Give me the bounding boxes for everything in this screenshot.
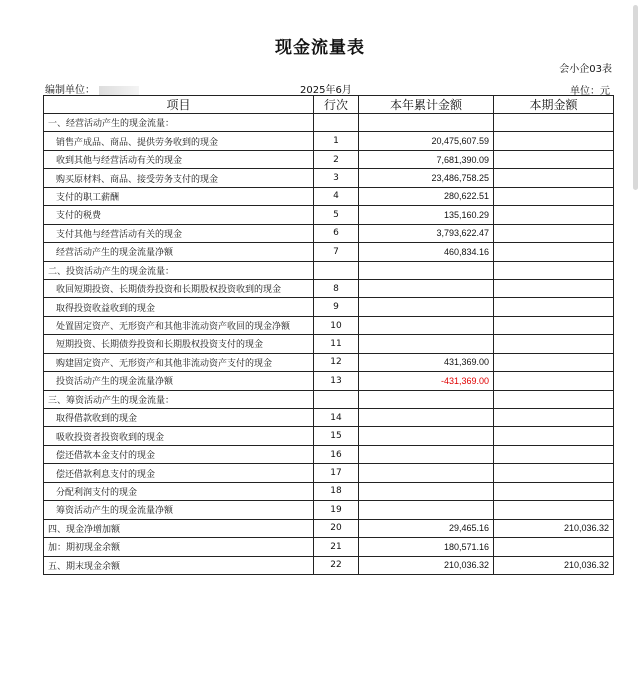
- row-line-number: 10: [314, 316, 359, 334]
- row-item: 购买原材料、商品、接受劳务支付的现金: [44, 169, 314, 187]
- row-period-amount: [494, 390, 614, 408]
- row-ytd-amount: [359, 390, 494, 408]
- table-row: [44, 464, 614, 482]
- table-row: [44, 445, 614, 463]
- row-item: 经营活动产生的现金流量净额: [44, 243, 314, 261]
- cash-flow-table: [43, 95, 614, 575]
- row-line-number: 19: [314, 501, 359, 519]
- row-item: 处置固定资产、无形资产和其他非流动资产收回的现金净额: [44, 316, 314, 334]
- row-line-number: [314, 261, 359, 279]
- row-line-number: 16: [314, 445, 359, 463]
- row-ytd-amount: [359, 298, 494, 316]
- row-item: 偿还借款利息支付的现金: [44, 464, 314, 482]
- row-line-number: 20: [314, 519, 359, 537]
- row-ytd-amount: 180,571.16: [359, 538, 494, 556]
- row-line-number: 12: [314, 353, 359, 371]
- row-item: 四、现金净增加额: [44, 519, 314, 537]
- row-ytd-amount: 460,834.16: [359, 243, 494, 261]
- row-period-amount: [494, 224, 614, 242]
- row-item: 购建固定资产、无形资产和其他非流动资产支付的现金: [44, 353, 314, 371]
- row-item: 支付其他与经营活动有关的现金: [44, 224, 314, 242]
- row-item: 取得借款收到的现金: [44, 409, 314, 427]
- row-line-number: 4: [314, 187, 359, 205]
- table-row: [44, 279, 614, 297]
- header-line: 行次: [314, 96, 359, 114]
- scrollbar[interactable]: [633, 5, 638, 190]
- table-row: [44, 169, 614, 187]
- row-line-number: 5: [314, 206, 359, 224]
- row-ytd-amount: [359, 279, 494, 297]
- row-period-amount: [494, 187, 614, 205]
- row-line-number: 14: [314, 409, 359, 427]
- page-title: 现金流量表: [275, 38, 365, 58]
- header-ytd: 本年累计金额: [359, 96, 494, 114]
- row-period-amount: [494, 206, 614, 224]
- row-ytd-amount: [359, 464, 494, 482]
- row-item: 二、投资活动产生的现金流量：: [44, 261, 314, 279]
- redacted-company-name: [99, 86, 139, 95]
- row-ytd-amount: [359, 114, 494, 132]
- row-period-amount: [494, 427, 614, 445]
- header-item: 项目: [44, 96, 314, 114]
- table-row: [44, 261, 614, 279]
- row-item: 支付的税费: [44, 206, 314, 224]
- row-ytd-amount: 280,622.51: [359, 187, 494, 205]
- row-item: 取得投资收益收到的现金: [44, 298, 314, 316]
- row-period-amount: [494, 150, 614, 168]
- row-ytd-amount: 3,793,622.47: [359, 224, 494, 242]
- prepared-by: [45, 81, 139, 96]
- table-row: [44, 243, 614, 261]
- table-row: [44, 114, 614, 132]
- table-row: [44, 519, 614, 537]
- table-row: [44, 409, 614, 427]
- table-row: [44, 298, 614, 316]
- row-item: 支付的职工薪酬: [44, 187, 314, 205]
- row-ytd-amount: 210,036.32: [359, 556, 494, 574]
- row-item: 分配利润支付的现金: [44, 482, 314, 500]
- row-period-amount: [494, 298, 614, 316]
- row-ytd-amount: -431,369.00: [359, 372, 494, 390]
- row-period-amount: [494, 372, 614, 390]
- row-item: 三、筹资活动产生的现金流量：: [44, 390, 314, 408]
- row-ytd-amount: [359, 261, 494, 279]
- row-line-number: 18: [314, 482, 359, 500]
- row-ytd-amount: [359, 335, 494, 353]
- row-ytd-amount: 431,369.00: [359, 353, 494, 371]
- row-line-number: 7: [314, 243, 359, 261]
- row-ytd-amount: 23,486,758.25: [359, 169, 494, 187]
- row-item: 收回短期投资、长期债券投资和长期股权投资收到的现金: [44, 279, 314, 297]
- row-item: 五、期末现金余额: [44, 556, 314, 574]
- row-period-amount: [494, 445, 614, 463]
- row-period-amount: [494, 316, 614, 334]
- row-period-amount: [494, 169, 614, 187]
- table-row: [44, 538, 614, 556]
- row-item: 收到其他与经营活动有关的现金: [44, 150, 314, 168]
- row-ytd-amount: [359, 427, 494, 445]
- row-period-amount: [494, 132, 614, 150]
- table-row: [44, 482, 614, 500]
- table-row: [44, 353, 614, 371]
- row-ytd-amount: 135,160.29: [359, 206, 494, 224]
- form-code: 会小企03表: [559, 64, 612, 75]
- currency-unit: 单位：元: [570, 86, 610, 97]
- row-item: 吸收投资者投资收到的现金: [44, 427, 314, 445]
- table-row: [44, 390, 614, 408]
- header-period: 本期金额: [494, 96, 614, 114]
- row-period-amount: [494, 501, 614, 519]
- row-period-amount: [494, 261, 614, 279]
- row-item: 筹资活动产生的现金流量净额: [44, 501, 314, 519]
- row-line-number: 17: [314, 464, 359, 482]
- row-period-amount: [494, 335, 614, 353]
- row-ytd-amount: 29,465.16: [359, 519, 494, 537]
- row-line-number: 9: [314, 298, 359, 316]
- row-line-number: 1: [314, 132, 359, 150]
- row-line-number: [314, 114, 359, 132]
- row-period-amount: [494, 279, 614, 297]
- row-line-number: 6: [314, 224, 359, 242]
- row-period-amount: 210,036.32: [494, 519, 614, 537]
- table-row: [44, 372, 614, 390]
- row-line-number: 2: [314, 150, 359, 168]
- row-line-number: 21: [314, 538, 359, 556]
- row-ytd-amount: 7,681,390.09: [359, 150, 494, 168]
- table-row: [44, 132, 614, 150]
- row-item: 短期投资、长期债券投资和长期股权投资支付的现金: [44, 335, 314, 353]
- row-period-amount: 210,036.32: [494, 556, 614, 574]
- row-ytd-amount: [359, 445, 494, 463]
- row-item: 投资活动产生的现金流量净额: [44, 372, 314, 390]
- table-header-row: [44, 96, 614, 114]
- row-item: 一、经营活动产生的现金流量：: [44, 114, 314, 132]
- row-period-amount: [494, 464, 614, 482]
- row-line-number: 8: [314, 279, 359, 297]
- row-period-amount: [494, 482, 614, 500]
- row-period-amount: [494, 114, 614, 132]
- row-ytd-amount: [359, 482, 494, 500]
- row-line-number: 13: [314, 372, 359, 390]
- row-line-number: 22: [314, 556, 359, 574]
- prepared-by-label: 编制单位：: [45, 85, 95, 96]
- row-line-number: 3: [314, 169, 359, 187]
- row-period-amount: [494, 353, 614, 371]
- table-row: [44, 316, 614, 334]
- row-ytd-amount: [359, 316, 494, 334]
- table-row: [44, 187, 614, 205]
- table-row: [44, 206, 614, 224]
- table-row: [44, 150, 614, 168]
- table-row: [44, 501, 614, 519]
- row-ytd-amount: 20,475,607.59: [359, 132, 494, 150]
- report-period: 2025年6月: [300, 85, 352, 96]
- row-period-amount: [494, 538, 614, 556]
- row-line-number: 15: [314, 427, 359, 445]
- row-ytd-amount: [359, 501, 494, 519]
- row-period-amount: [494, 243, 614, 261]
- row-item: 偿还借款本金支付的现金: [44, 445, 314, 463]
- row-item: 销售产成品、商品、提供劳务收到的现金: [44, 132, 314, 150]
- row-line-number: [314, 390, 359, 408]
- row-period-amount: [494, 409, 614, 427]
- row-item: 加：期初现金余额: [44, 538, 314, 556]
- table-row: [44, 556, 614, 574]
- row-ytd-amount: [359, 409, 494, 427]
- row-line-number: 11: [314, 335, 359, 353]
- table-row: [44, 224, 614, 242]
- table-row: [44, 335, 614, 353]
- table-row: [44, 427, 614, 445]
